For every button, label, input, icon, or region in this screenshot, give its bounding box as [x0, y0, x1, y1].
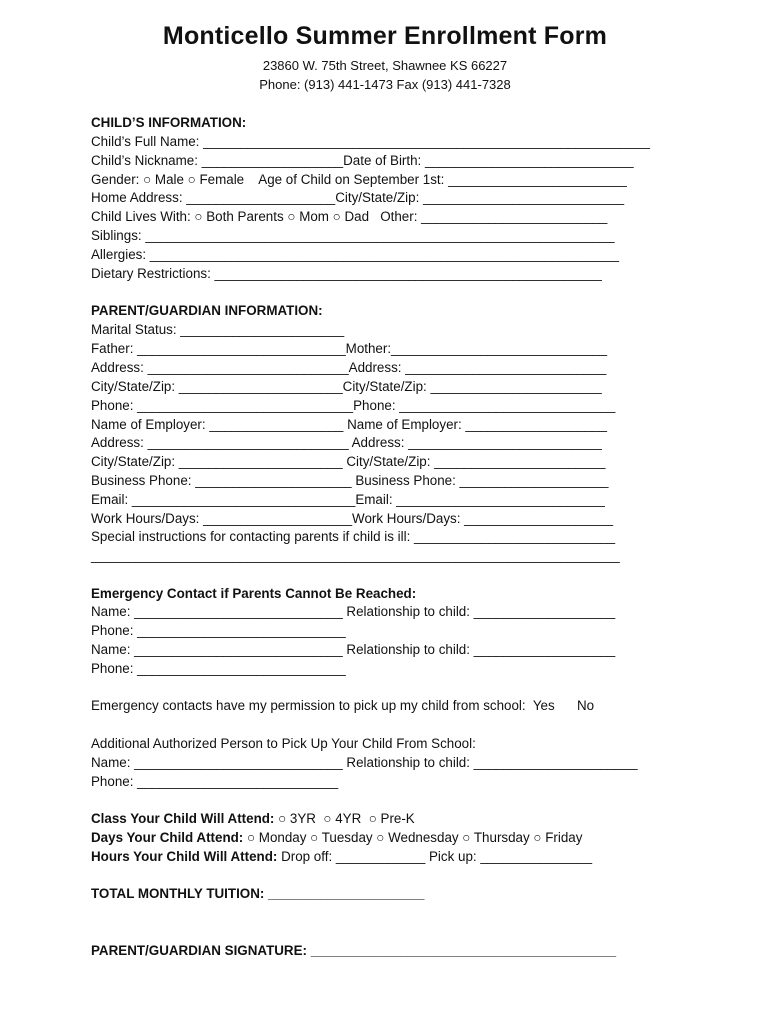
phone-fax: Phone: (913) 441-1473 Fax (913) 441-7328 [259, 77, 511, 92]
employer-name-field[interactable]: Name of Employer: __________________ Name of Employer: ___________________ [91, 417, 607, 432]
father-mother-field[interactable]: Father: ____________________________Mother:_____________________________ [91, 341, 608, 356]
email-field[interactable]: Email: ______________________________Email: ____________________________ [91, 492, 605, 507]
child-nickname-dob-field[interactable]: Child’s Nickname: ___________________Date of Birth: ____________________________ [91, 153, 634, 168]
days-attend-options[interactable]: ○ Monday ○ Tuesday ○ Wednesday ○ Thursday ○ Friday [243, 830, 583, 845]
class-attend-options[interactable]: ○ 3YR ○ 4YR ○ Pre-K [274, 811, 415, 826]
hours-attend-options[interactable]: Drop off: ____________ Pick up: _______________ [277, 849, 593, 864]
authorized-person-heading: Additional Authorized Person to Pick Up Your Child From School: [91, 736, 476, 751]
marital-status-field[interactable]: Marital Status: ______________________ [91, 322, 345, 337]
pickup-permission-field[interactable]: Emergency contacts have my permission to pick up my child from school: Yes No [91, 698, 595, 713]
child-info-heading: CHILD’S INFORMATION: [91, 115, 247, 130]
emergency-contact-heading: Emergency Contact if Parents Cannot Be Reached: [91, 586, 417, 601]
authorized-person-phone[interactable]: Phone: ___________________________ [91, 774, 339, 789]
authorized-person-name[interactable]: Name: ____________________________ Relationship to child: ______________________ [91, 755, 638, 770]
emergency-contact-2-phone[interactable]: Phone: ____________________________ [91, 661, 346, 676]
child-lives-with-field[interactable]: Child Lives With: ○ Both Parents ○ Mom ○ Dad Other: _________________________ [91, 209, 608, 224]
parent-signature-field[interactable]: PARENT/GUARDIAN SIGNATURE: _________________________________________ [91, 943, 617, 958]
parent-city-state-zip-field[interactable]: City/State/Zip: ______________________City/State/Zip: _______________________ [91, 379, 602, 394]
class-attend-label: Class Your Child Will Attend: [91, 811, 275, 826]
employer-address-field[interactable]: Address: ___________________________ Address: __________________________ [91, 435, 602, 450]
special-instructions-continued[interactable]: _______________________________________________________________________ [91, 548, 620, 563]
school-address: 23860 W. 75th Street, Shawnee KS 66227 [262, 58, 508, 73]
class-attend-row[interactable] [91, 811, 415, 827]
parent-phone-field[interactable]: Phone: _____________________________Phone: _____________________________ [91, 398, 616, 413]
employer-city-state-zip-field[interactable]: City/State/Zip: ______________________ City/State/Zip: _______________________ [91, 454, 606, 469]
hours-attend-label: Hours Your Child Will Attend: [91, 849, 278, 864]
hours-attend-row[interactable] [91, 849, 592, 865]
total-monthly-tuition-field[interactable]: TOTAL MONTHLY TUITION: _____________________ [91, 886, 425, 901]
parent-address-field[interactable]: Address: ___________________________Address: ___________________________ [91, 360, 607, 375]
days-attend-label: Days Your Child Attend: [91, 830, 244, 845]
work-hours-field[interactable]: Work Hours/Days: ____________________Work Hours/Days: ____________________ [91, 511, 614, 526]
special-instructions-field[interactable]: Special instructions for contacting parents if child is ill: ___________________________ [91, 529, 616, 544]
allergies-field[interactable]: Allergies: _______________________________________________________________ [91, 247, 619, 262]
days-attend-row[interactable] [91, 830, 582, 846]
emergency-contact-1-phone[interactable]: Phone: ____________________________ [91, 623, 346, 638]
home-address-field[interactable]: Home Address: ____________________City/State/Zip: ___________________________ [91, 190, 625, 205]
gender-age-field[interactable]: Gender: ○ Male ○ Female Age of Child on September 1st: ________________________ [91, 172, 627, 187]
emergency-contact-2-name[interactable]: Name: ____________________________ Relationship to child: ___________________ [91, 642, 616, 657]
child-full-name-field[interactable]: Child’s Full Name: ____________________________________________________________ [91, 134, 650, 149]
form-title: Monticello Summer Enrollment Form [162, 22, 608, 50]
business-phone-field[interactable]: Business Phone: _____________________ Business Phone: ____________________ [91, 473, 609, 488]
emergency-contact-1-name[interactable]: Name: ____________________________ Relationship to child: ___________________ [91, 604, 616, 619]
siblings-field[interactable]: Siblings: _______________________________________________________________ [91, 228, 615, 243]
dietary-restrictions-field[interactable]: Dietary Restrictions: ____________________________________________________ [91, 266, 602, 281]
parent-info-heading: PARENT/GUARDIAN INFORMATION: [91, 303, 323, 318]
